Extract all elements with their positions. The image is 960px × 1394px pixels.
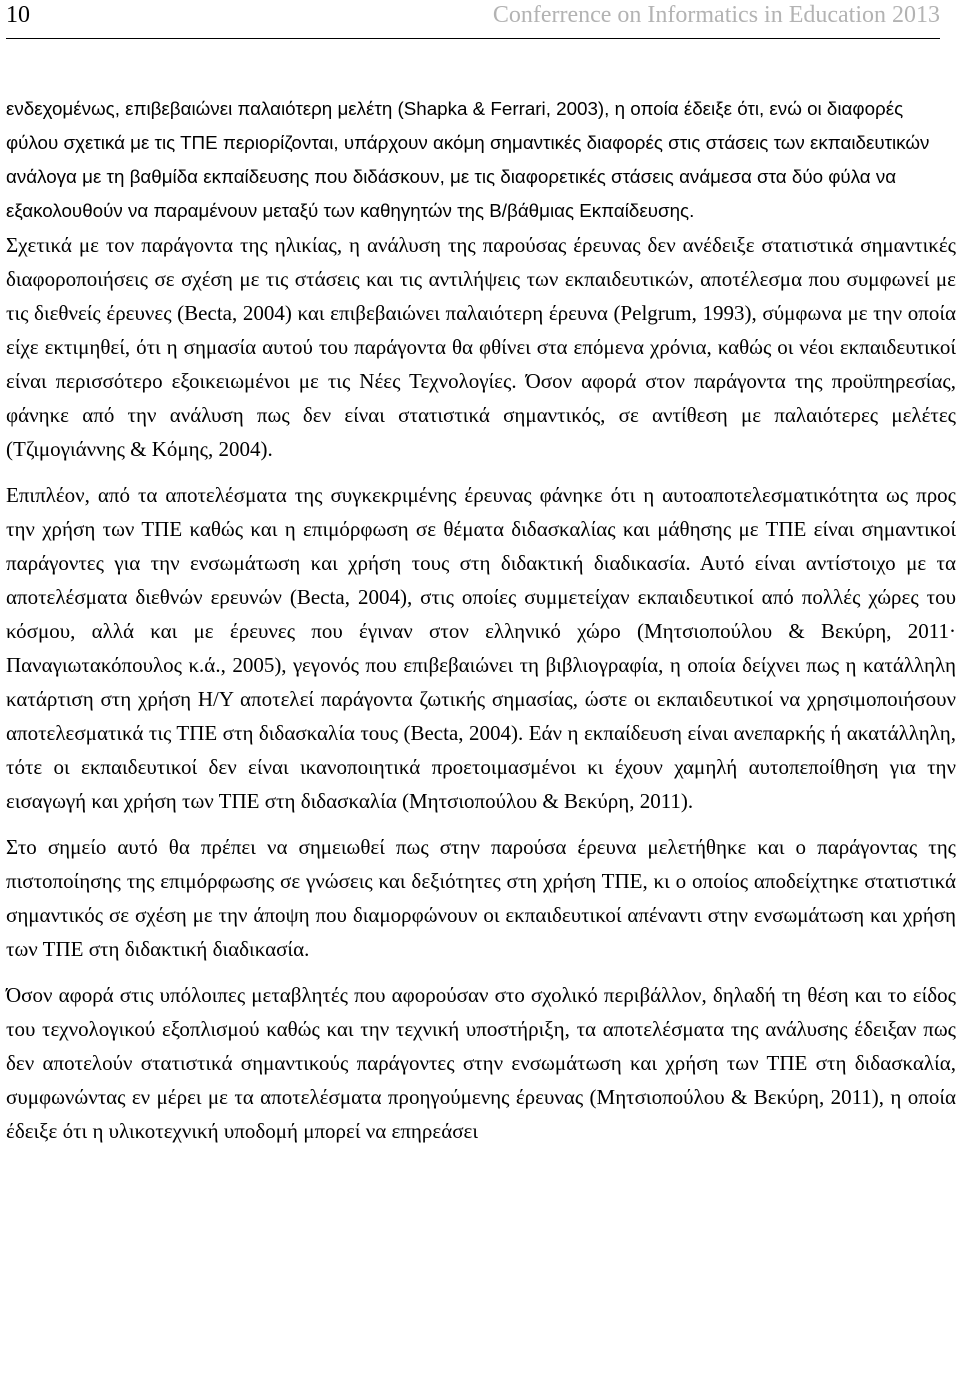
paragraph: Επιπλέον, από τα αποτελέσματα της συγκεκριμένης έρευνας φάνηκε ότι η αυτοαποτελεσματικότητα ως προς την χρήση των ΤΠΕ καθώς και η επιμόρφωση σε θέματα διδασκαλίας και μάθησης με ΤΠΕ είναι σημαντικοί παράγοντες για την ενσωμάτωση και χρήση τους στη διδακτική διαδικασία. Αυτό είναι αντίστοιχο με τα αποτελέσματα διεθνών ερευνών (Becta, 2004), στις οποίες συμμετείχαν εκπαιδευτικοί από πολλές χώρες του κόσμου, αλλά και με έρευνες που έγιναν στον ελληνικό χώρο (Μητσιοπούλου & Βεκύρη, 2011· Παναγιωτακόπουλος κ.ά., 2005), γεγονός που επιβεβαιώνει τη βιβλιογραφία, η οποία δείχνει πως η κατάλληλη κατάρτιση στη χρήση Η/Υ αποτελεί παράγοντα ζωτικής σημασίας, ώστε οι εκπαιδευτικοί να χρησιμοποιήσουν αποτελεσματικά τις ΤΠΕ στη διδασκαλία τους (Becta, 2004). Εάν η εκπαίδευση είναι ανεπαρκής ή ακατάλληλη, τότε οι εκπαιδευτικοί δεν είναι ικανοποιητικά προετοιμασμένοι κι έχουν χαμηλή αυτοπεποίθηση για την εισαγωγή και χρήση των ΤΠΕ στη διδασκαλία (Μητσιοπούλου & Βεκύρη, 2011). [6, 483, 956, 813]
page-number: 10 [6, 2, 30, 28]
running-head: Conferrence on Informatics in Education 2013 [492, 2, 940, 28]
paragraph: Όσον αφορά στις υπόλοιπες μεταβλητές που αφορούσαν στο σχολικό περιβάλλον, δηλαδή τη θέση και το είδος του τεχνολογικού εξοπλισμού καθώς και την τεχνική υποστήριξη, τα αποτελέσματα της ανάλυσης έδειξαν πως δεν αποτελούν στατιστικά σημαντικούς παράγοντες στην ενσωμάτωση και χρήση των ΤΠΕ στη διδασκαλία, συμφωνώντας εν μέρει με τα αποτελέσματα προηγούμενης έρευνας (Μητσιοπούλου & Βεκύρη, 2011), η οποία έδειξε ότι η υλικοτεχνική υποδομή μπορεί να επηρεάσει [6, 983, 956, 1143]
paragraph: Στο σημείο αυτό θα πρέπει να σημειωθεί πως στην παρούσα έρευνα μελετήθηκε και ο παράγοντας της πιστοποίησης της επιμόρφωσης σε γνώσεις και δεξιότητες στη χρήση ΤΠΕ, κι ο οποίος αποδείχτηκε στατιστικά σημαντικός σε σχέση με την άποψη που διαμορφώνουν οι εκπαιδευτικοί απέναντι στην ενσωμάτωση και χρήση των ΤΠΕ στη διδακτική διαδικασία. [6, 835, 956, 961]
paragraph: ενδεχομένως, επιβεβαιώνει παλαιότερη μελέτη (Shapka & Ferrari, 2003), η οποία έδειξε ότι, ενώ οι διαφορές φύλου σχετικά με τις ΤΠΕ περιορίζονται, υπάρχουν ακόμη σημαντικές διαφορές στις στάσεις των εκπαιδευτικών ανάλογα με τη βαθμίδα εκπαίδευσης που διδάσκουν, με τις διαφορετικές στάσεις ανάμεσα στα δύο φύλα να εξακολουθούν να παραμένουν μεταξύ των καθηγητών της Β/βάθμιας Εκπαίδευσης. [6, 98, 930, 221]
body-text [6, 92, 956, 1148]
page-header [6, 0, 940, 39]
paragraph: Σχετικά με τον παράγοντα της ηλικίας, η ανάλυση της παρούσας έρευνας δεν ανέδειξε στατιστικά σημαντικές διαφοροποιήσεις σε σχέση με τις στάσεις και τις αντιλήψεις των εκπαιδευτικών, αποτέλεσμα που συμφωνεί με τις διεθνείς έρευνες (Becta, 2004) και επιβεβαιώνει παλαιότερη έρευνα (Pelgrum, 1993), σύμφωνα με την οποία είχε εκτιμηθεί, ότι η σημασία αυτού του παράγοντα θα φθίνει στα επόμενα χρόνια, καθώς οι νέοι εκπαιδευτικοί είναι περισσότερο εξοικειωμένοι με τις Νέες Τεχνολογίες. Όσον αφορά στον παράγοντα της προϋπηρεσίας, φάνηκε από την ανάλυση πως δεν είναι στατιστικά σημαντικός, σε αντίθεση με παλαιότερες μελέτες (Τζιμογιάννης & Κόμης, 2004). [6, 233, 956, 461]
